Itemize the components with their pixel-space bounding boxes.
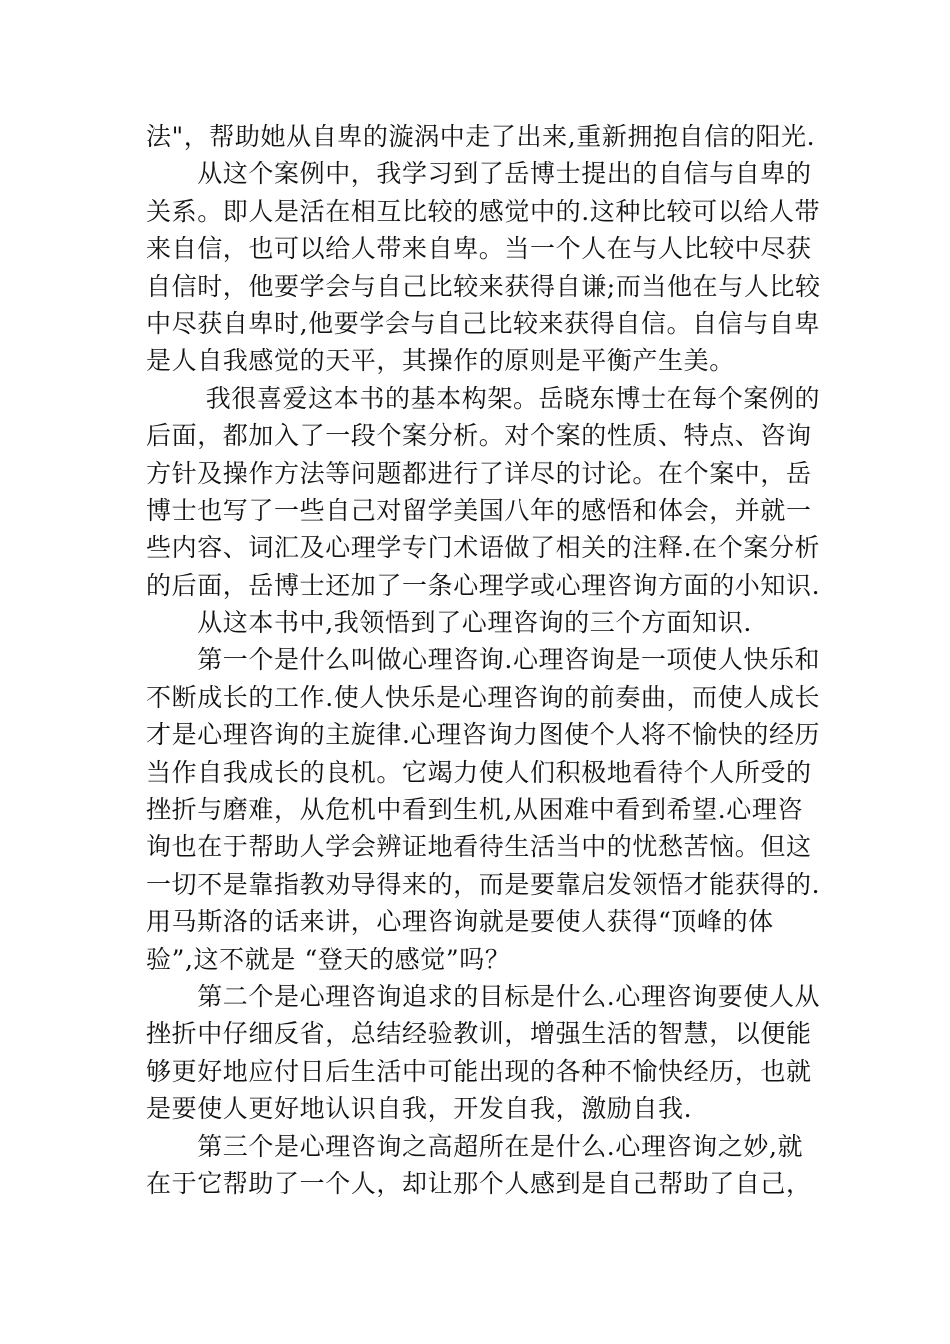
- text-line: 不断成长的工作.使人快乐是心理咨询的前奏曲，而使人成长: [146, 682, 821, 712]
- text-line: 从这本书中,我领悟到了心理咨询的三个方面知识.: [146, 608, 752, 638]
- text-line: 后面，都加入了一段个案分析。对个案的性质、特点、咨询: [146, 421, 812, 451]
- text-line: 够更好地应付日后生活中可能出现的各种不愉快经历，也就: [146, 1056, 812, 1086]
- text-line: 是人自我感觉的天平，其操作的原则是平衡产生美。: [146, 346, 735, 376]
- text-line: 当作自我成长的良机。它竭力使人们积极地看待个人所受的: [146, 757, 812, 787]
- text-line: 方针及操作方法等问题都进行了详尽的讨论。在个案中，岳: [146, 458, 812, 488]
- text-line: 自信时，他要学会与自己比较来获得自谦;而当他在与人比较: [146, 271, 821, 301]
- text-line: 询也在于帮助人学会辨证地看待生活当中的忧愁苦恼。但这: [146, 832, 812, 862]
- text-line: 中尽获自卑时,他要学会与自己比较来获得自信。自信与自卑: [146, 308, 821, 338]
- text-line: 是要使人更好地认识自我，开发自我，激励自我.: [146, 1094, 693, 1124]
- text-line: 从这个案例中，我学习到了岳博士提出的自信与自卑的: [146, 159, 812, 189]
- text-line: 挫折中仔细反省，总结经验教训，增强生活的智慧，以便能: [146, 1019, 812, 1049]
- text-line: 法"，帮助她从自卑的漩涡中走了出来,重新拥抱自信的阳光.: [146, 122, 816, 151]
- text-line: 用马斯洛的话来讲，心理咨询就是要使人获得“顶峰的体: [146, 907, 774, 937]
- body-text: [146, 118, 821, 1202]
- text-line: 一切不是靠指教劝导得来的，而是要靠启发领悟才能获得的.: [146, 869, 821, 899]
- text-line: 挫折与磨难，从危机中看到生机,从困难中看到希望.心理咨: [146, 795, 804, 825]
- text-line: 第一个是什么叫做心理咨询.心理咨询是一项使人快乐和: [146, 645, 821, 675]
- text-line: 验”,这不就是 “登天的感觉”吗？: [146, 944, 511, 974]
- text-line: 才是心理咨询的主旋律.心理咨询力图使个人将不愉快的经历: [146, 720, 821, 750]
- text-line: 在于它帮助了一个人，却让那个人感到是自己帮助了自己，: [146, 1168, 812, 1198]
- text-line: 博士也写了一些自己对留学美国八年的感悟和体会，并就一: [146, 495, 812, 525]
- text-line: 关系。即人是活在相互比较的感觉中的.这种比较可以给人带: [146, 196, 821, 226]
- text-line: 我很喜爱这本书的基本构架。岳晓东博士在每个案例的: [146, 383, 821, 413]
- text-line: 第三个是心理咨询之高超所在是什么.心理咨询之妙,就: [146, 1131, 804, 1161]
- text-line: 些内容、词汇及心理学专门术语做了相关的注释.在个案分析: [146, 533, 821, 563]
- text-line: 第二个是心理咨询追求的目标是什么.心理咨询要使人从: [146, 981, 821, 1011]
- text-line: 的后面，岳博士还加了一条心理学或心理咨询方面的小知识.: [146, 570, 821, 600]
- text-line: 来自信，也可以给人带来自卑。当一个人在与人比较中尽获: [146, 234, 812, 264]
